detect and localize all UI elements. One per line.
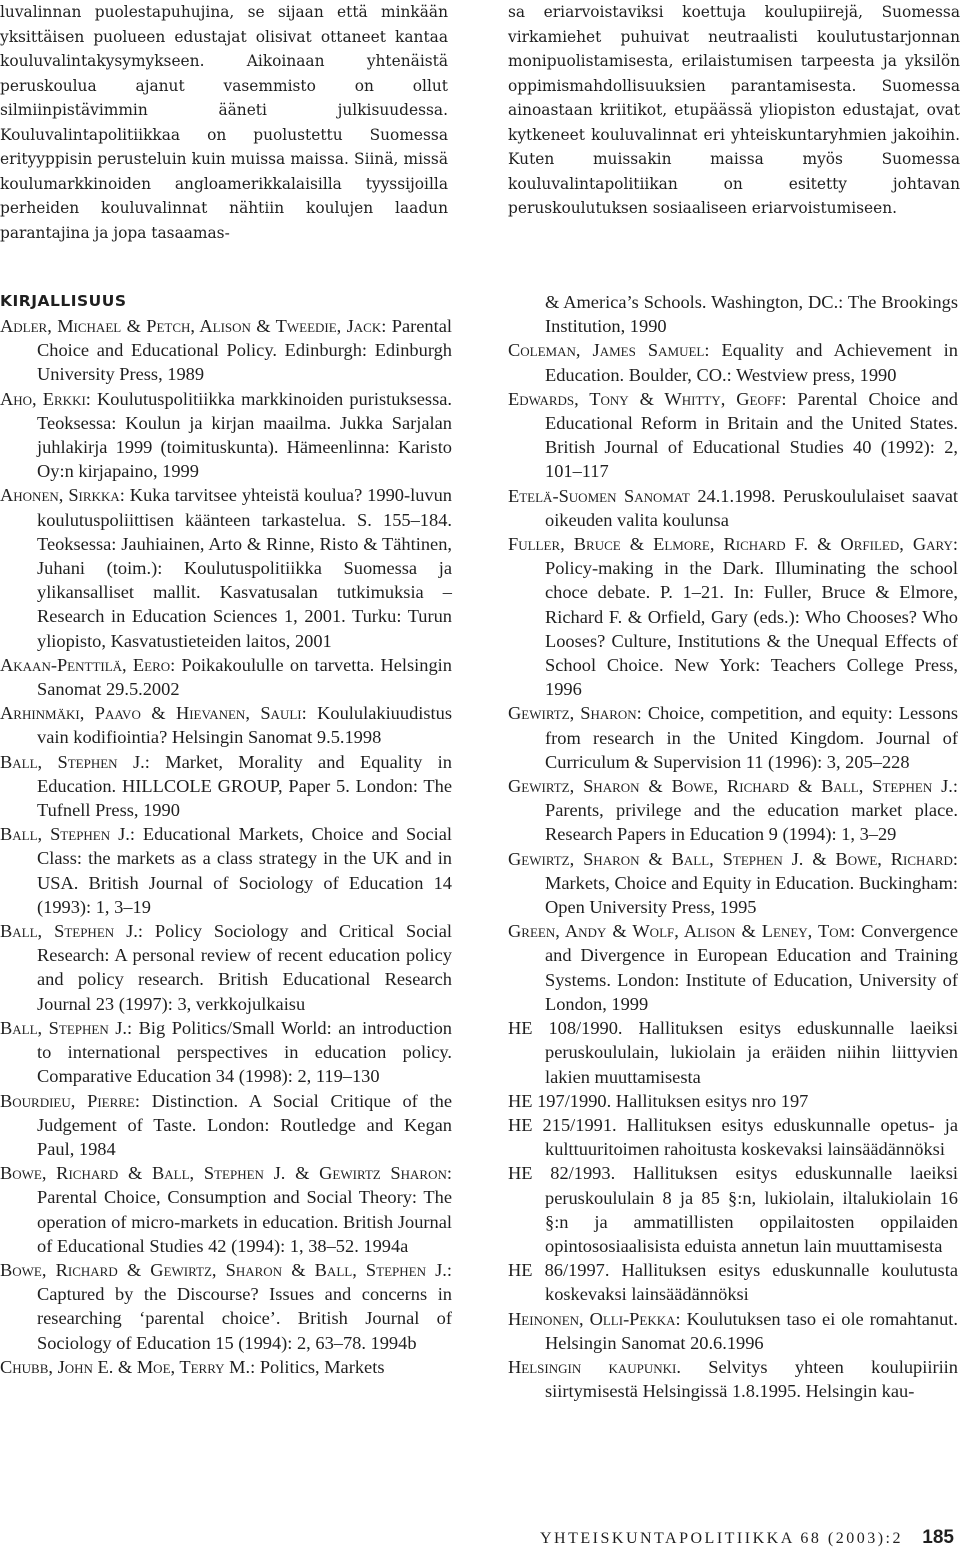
reference-author: Fuller, Bruce & Elmore, Richard F. & Orfiled, Gary: <box>508 534 958 555</box>
reference-text: Parental Choice and Educational Policy. Edinburgh: Edinburgh University Press, 1989 <box>37 316 452 385</box>
reference-entry <box>508 484 958 532</box>
reference-entry <box>508 338 958 386</box>
reference-author: Bowe, Richard & Gewirtz, Sharon & Ball, Stephen J.: <box>0 1259 452 1280</box>
reference-entry <box>508 1089 958 1113</box>
reference-entry <box>508 387 958 484</box>
reference-entry <box>0 919 452 1016</box>
reference-entry <box>508 847 958 920</box>
references-right-column <box>508 290 958 1403</box>
reference-author: Akaan-Penttilä, Eero: <box>0 654 176 675</box>
reference-text: Distinction. A Social Critique of the Judgement of Taste. London: Routledge and Kegan Paul, 1984 <box>37 1090 452 1159</box>
body-paragraph: luvalinnan puolestapuhujina, se sijaan että minkään yksittäisen puolueen edustajat olisivat ottaneet kantaa kouluvalintakysymykseen. Aikoinaan yhtenäistä peruskoulua ajanut vasemmisto on ollut silmiinpistävimmin ääneti julkisuudessa. Kouluvalintapolitiikkaa on puolustettu Suomessa erityyppisin perusteluin kuin muissa maissa. Siinä, missä koulumarkkinoiden angloamerikkalaisilla tyyssijoilla perheiden kouluvalinnat nähtiin koulujen laadun parantajina ja jopa tasaamas- <box>0 3 448 242</box>
reference-author: Gewirtz, Sharon & Bowe, Richard & Ball, Stephen J.: <box>508 776 958 797</box>
reference-author: Edwards, Tony & Whitty, Geoff: <box>508 388 787 409</box>
reference-text: 24.1.1998. Peruskoululaiset saavat oikeuden valita koulunsa <box>545 485 958 530</box>
reference-entry <box>0 1355 452 1379</box>
reference-continuation: & America’s Schools. Washington, DC.: The Brookings Institution, 1990 <box>545 292 958 337</box>
reference-author: Ahonen, Sirkka: <box>0 485 125 506</box>
reference-author: Gewirtz, Sharon: <box>508 703 642 724</box>
reference-entry <box>0 822 452 919</box>
reference-text: Koululakiuudistus vain kodifiointia? Helsingin Sanomat 9.5.1998 <box>37 703 452 748</box>
reference-text: Parental Choice, Consumption and Social Theory: The operation of micro-markets in education. British Journal of Educational Studies 42 (1994): 1, 38–52. 1994a <box>37 1187 452 1256</box>
reference-author: Ball, Stephen J.: <box>0 1017 133 1038</box>
reference-entry <box>0 483 452 652</box>
reference-text: Markets, Choice and Equity in Education. Buckingham: Open University Press, 1995 <box>545 872 958 918</box>
reference-entry <box>508 1161 958 1258</box>
reference-entry <box>508 532 958 701</box>
reference-text: Koulutuksen taso ei ole romahtanut. Helsingin Sanomat 20.6.1996 <box>545 1308 958 1353</box>
references-left-column <box>0 288 452 1379</box>
reference-text: Big Politics/Small World: an introduction to international perspectives in education policy. Comparative Education 34 (1998): 2, 119–130 <box>37 1017 452 1087</box>
references-list-left <box>0 314 452 1379</box>
reference-author: Ball, Stephen J.: <box>0 921 143 942</box>
reference-author: Coleman, James Samuel: <box>508 340 710 361</box>
reference-entry <box>0 1161 452 1258</box>
reference-entry <box>0 387 452 484</box>
reference-author: Ball, Stephen J.: <box>0 824 135 845</box>
footer-journal-title: YHTEISKUNTAPOLITIIKKA 68 (2003):2 <box>540 1530 903 1547</box>
reference-text: HE 86/1997. Hallituksen esitys eduskunnalle koulutusta koskevaksi lainsäädännöksi <box>508 1260 958 1305</box>
reference-text: Equality and Achievement in Education. Boulder, CO.: Westview press, 1990 <box>545 340 958 385</box>
reference-text: Captured by the Discourse? Issues and concerns in researching ‘parental choice’. British Journal of Sociology of Education 15 (1994): 2, 63–78. 1994b <box>37 1284 452 1353</box>
reference-text: HE 197/1990. Hallituksen esitys nro 197 <box>508 1090 809 1111</box>
reference-text: HE 108/1990. Hallituksen esitys eduskunnalle laeiksi peruskoululain, lukiolain ja eräiden niihin liittyvien lakien muuttamisesta <box>508 1018 958 1087</box>
reference-entry <box>508 919 958 1016</box>
page-number: 185 <box>922 1527 954 1548</box>
page-footer <box>540 1526 956 1552</box>
reference-entry <box>508 1258 958 1306</box>
reference-entry <box>508 1307 958 1355</box>
reference-text: Policy Sociology and Critical Social Research: A personal review of recent education policy and policy research. British Educational Research Journal 23 (1997): 3, verkkojulkaisu <box>37 921 452 1014</box>
reference-text: Politics, Markets <box>255 1356 385 1377</box>
reference-entry <box>508 1355 958 1403</box>
reference-entry <box>508 701 958 774</box>
reference-text: Selvitys yhteen koulupiiriin siirtymisestä Helsingissä 1.8.1995. Helsingin kau- <box>545 1356 958 1402</box>
reference-text: Market, Morality and Equality in Education. HILLCOLE GROUP, Paper 5. London: The Tufnell Press, 1990 <box>37 751 452 821</box>
reference-text: Choice, competition, and equity: Lessons from research in the United Kingdom. Journal of Curriculum & Supervision 11 (1996): 3, 205–228 <box>545 703 958 772</box>
body-text-right-column <box>508 0 960 221</box>
reference-entry <box>508 1113 958 1161</box>
reference-author: Ball, Stephen J.: <box>0 751 150 772</box>
reference-text: Educational Markets, Choice and Social Class: the markets as a class strategy in the UK and in USA. British Journal of Sociology of Education 14 (1993): 1, 3–19 <box>37 824 452 917</box>
reference-text: Kuka tarvitsee yhteistä koulua? 1990-luvun koulutuspoliittisen käänteen tarkastelua. S. 155–184. Teoksessa: Jauhiainen, Arto & Rinne, Risto & Tähtinen, Juhani (toim.): Koulutuspolitiikka Suomessa ja ylikansalliset mallit. Kasvatusalan tutkimuksia – Research in Education Sciences 1, 2001. Turku: Turun yliopisto, Kasvatustieteiden laitos, 2001 <box>37 485 452 651</box>
reference-author: Chubb, John E. & Moe, Terry M.: <box>0 1356 256 1377</box>
reference-author: Helsingin kaupunki. <box>508 1356 681 1377</box>
reference-entry <box>0 653 452 701</box>
reference-author: Bowe, Richard & Ball, Stephen J. & Gewirtz Sharon: <box>0 1163 452 1184</box>
reference-text: Convergence and Divergence in European Education and Training Systems. London: Institute of Education, University of London, 1999 <box>545 921 958 1014</box>
reference-entry <box>508 1016 958 1089</box>
reference-author: Arhinmäki, Paavo & Hievanen, Sauli: <box>0 703 307 724</box>
reference-author: Bourdieu, Pierre: <box>0 1090 140 1111</box>
reference-text: Parental Choice and Educational Reform in Britain and the United States. British Journal of Educational Studies 40 (1992): 2, 101–117 <box>545 388 958 482</box>
reference-text: HE 215/1991. Hallituksen esitys eduskunnalle opetus- ja kulttuuritoimen rahoitusta koskevaksi lainsäädännöksi <box>508 1114 958 1160</box>
reference-author: Green, Andy & Wolf, Alison & Leney, Tom: <box>508 921 856 942</box>
reference-text: Policy-making in the Dark. Illuminating the school choce debate. P. 1–21. In: Fuller, Bruce & Elmore, Richard F. & Orfield, Gary (eds.): Who Chooses? Who Looses? Culture, Institutions & the Unequal Effects of School Choice. New York: Teachers College Press, 1996 <box>545 558 958 700</box>
reference-entry <box>0 314 452 387</box>
references-list-right <box>508 338 958 1403</box>
reference-author: Adler, Michael & Petch, Alison & Tweedie, Jack: <box>0 316 387 336</box>
reference-author: Aho, Erkki: <box>0 388 91 409</box>
reference-text: Koulutuspolitiikka markkinoiden puristuksessa. Teoksessa: Koulun ja kirjan maailma. Jukka Sarjalan juhlakirja 1999 (toimituskunta). Hämeenlinna: Karisto Oy:n kirjapaino, 1999 <box>37 388 453 482</box>
reference-text: Parents, privilege and the education market place. Research Papers in Education 9 (1994): 1, 3–29 <box>545 800 958 845</box>
reference-entry <box>0 701 452 749</box>
reference-author: Gewirtz, Sharon & Ball, Stephen J. & Bowe, Richard: <box>508 848 958 869</box>
reference-text: HE 82/1993. Hallituksen esitys eduskunnalle laeiksi peruskoululain 8 ja 85 §:n, lukiolain, iltalukiolain 16 §:n ja ammatillisten oppilaitosten oppilaiden opintososiaalisista eduista annetun lain muuttamisesta <box>508 1163 958 1256</box>
reference-entry <box>0 1089 452 1162</box>
reference-author: Etelä-Suomen Sanomat <box>508 485 690 506</box>
reference-entry <box>0 750 452 823</box>
reference-entry <box>508 774 958 847</box>
reference-entry <box>0 1258 452 1355</box>
body-text-left-column <box>0 0 448 245</box>
reference-entry <box>0 1016 452 1089</box>
references-heading: KIRJALLISUUS <box>0 292 127 310</box>
reference-text: Poikakoululle on tarvetta. Helsingin Sanomat 29.5.2002 <box>37 654 452 700</box>
body-paragraph: sa eriarvoistaviksi koettuja koulupiirejä, Suomessa virkamiehet puhuivat neutraalisti koulutustarjonnan monipuolistamisesta, erilaistumisen tarpeesta ja yksilön oppimismahdollisuuksien parantamisesta. Suomessa ainoastaan kriitikot, etupäässä yliopiston edustajat, ovat kytkeneet kouluvalinnat eri yhteiskuntaryhmien jakoihin. Kuten muissakin maissa myös Suomessa kouluvalintapolitiikan on esitetty johtavan peruskoulutuksen sosiaaliseen eriarvoistumiseen. <box>508 3 960 217</box>
reference-author: Heinonen, Olli-Pekka: <box>508 1308 681 1329</box>
